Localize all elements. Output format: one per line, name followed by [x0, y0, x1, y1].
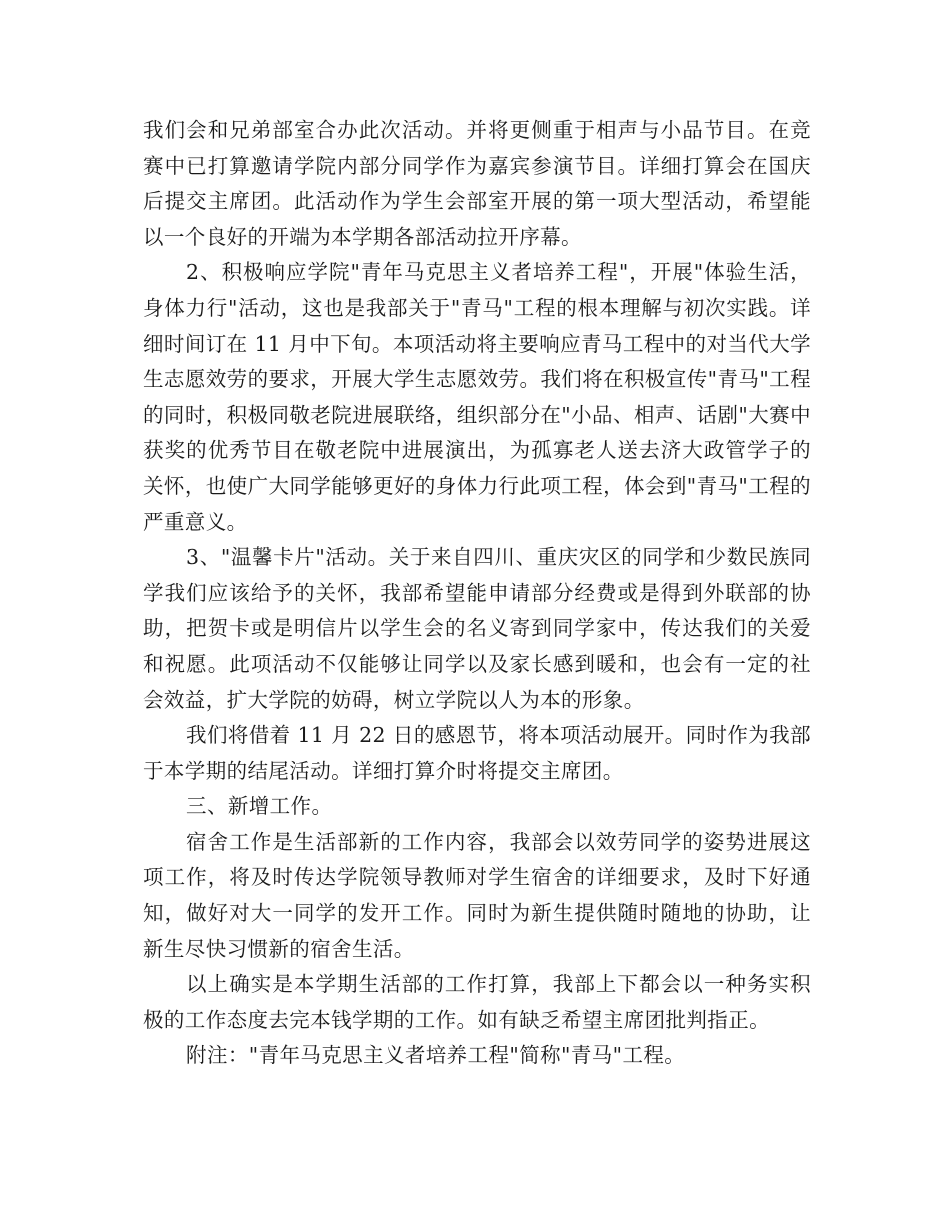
paragraph-thanksgiving: 我们将借着 11 月 22 日的感恩节，将本项活动展开。同时作为我部于本学期的结尾活动。详细打算介时将提交主席团。 [143, 723, 811, 783]
document-body [143, 113, 811, 1074]
paragraph-footnote: 附注："青年马克思主义者培养工程"简称"青马"工程。 [186, 1043, 686, 1068]
section-heading-new-work: 三、新增工作。 [186, 794, 333, 819]
paragraph-dormitory: 宿舍工作是生活部新的工作内容，我部会以效劳同学的姿势进展这项工作，将及时传达学院领导教师对学生宿舍的详细要求，及时下好通知，做好对大一同学的发开工作。同时为新生提供随时随地的协助，让新生尽快习惯新的宿舍生活。 [143, 829, 811, 961]
paragraph-continuation: 我们会和兄弟部室合办此次活动。并将更侧重于相声与小品节目。在竞赛中已打算邀请学院内部分同学作为嘉宾参演节目。详细打算会在国庆后提交主席团。此活动作为学生会部室开展的第一项大型活动，希望能以一个良好的开端为本学期各部活动拉开序幕。 [143, 118, 811, 249]
paragraph-item-3: 3、"温馨卡片"活动。关于来自四川、重庆灾区的同学和少数民族同学我们应该给予的关怀，我部希望能申请部分经费或是得到外联部的协助，把贺卡或是明信片以学生会的名义寄到同学家中，传达我们的关爱和祝愿。此项活动不仅能够让同学以及家长感到暖和，也会有一定的社会效益，扩大学院的妨碍，树立学院以人为本的形象。 [143, 545, 811, 712]
paragraph-closing: 以上确实是本学期生活部的工作打算，我部上下都会以一种务实积极的工作态度去完本钱学期的工作。如有缺乏希望主席团批判指正。 [143, 972, 811, 1032]
paragraph-item-2: 2、积极响应学院"青年马克思主义者培养工程"，开展"体验生活，身体力行"活动，这也是我部关于"青马"工程的根本理解与初次实践。详细时间订在 11 月中下旬。本项活动将主要响应青马工程中的对当代大学生志愿效劳的要求，开展大学生志愿效劳。我们将在积极宣传"青马"工程的同时，积极同敬老院进展联络，组织部分在"小品、相声、话剧"大赛中获奖的优秀节目在敬老院中进展演出，为孤寡老人送去济大政管学子的关怀，也使广大同学能够更好的身体力行此项工程，体会到"青马"工程的严重意义。 [143, 260, 811, 534]
